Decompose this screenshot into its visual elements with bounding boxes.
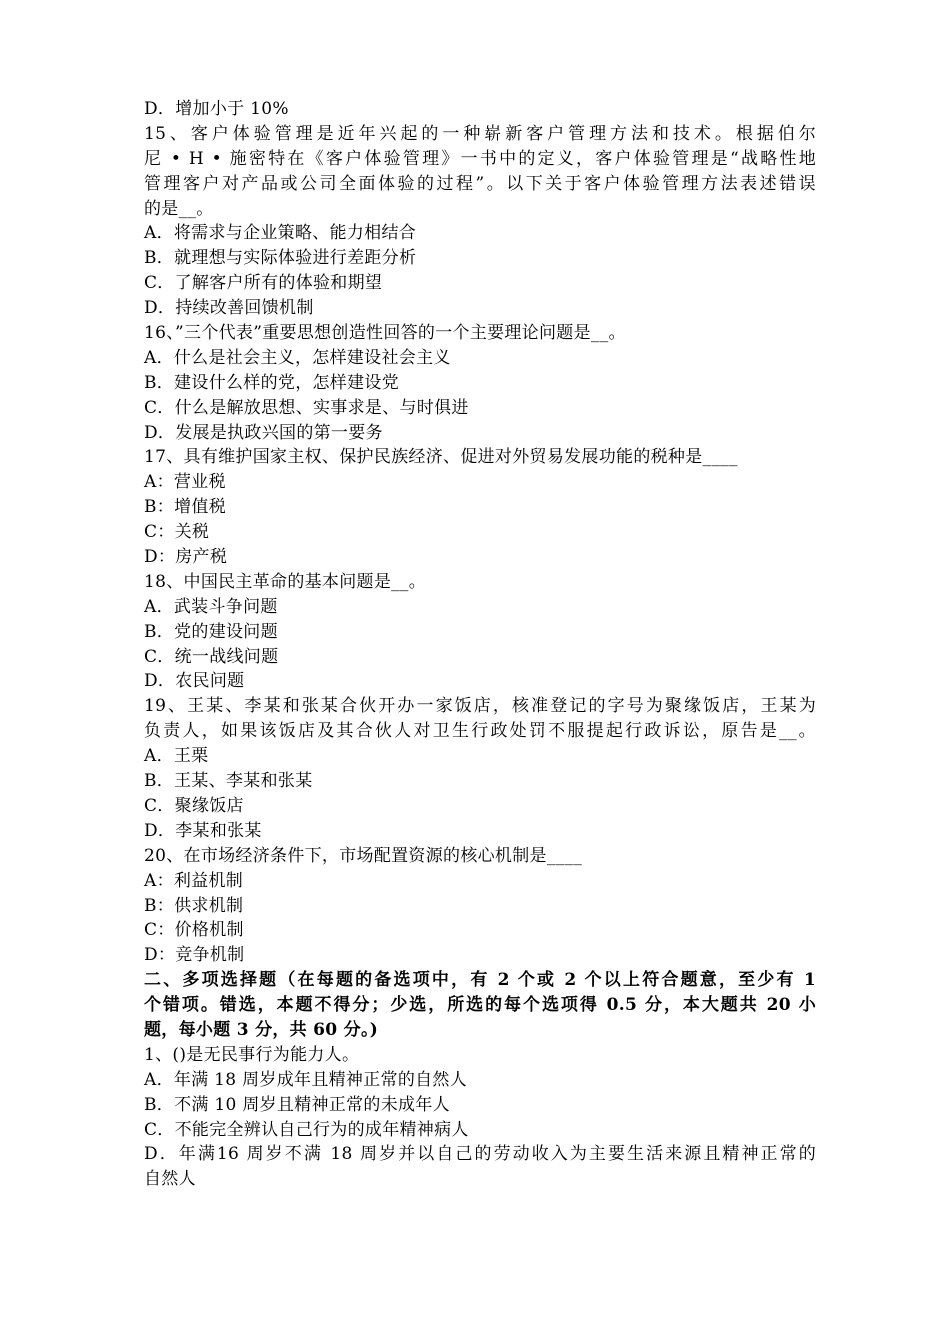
text-line: 二、多项选择题（在每题的备选项中，有 2 个或 2 个以上符合题意，至少有 1 <box>144 970 816 991</box>
text-line: B：增值税 <box>144 497 226 518</box>
text-line: D．增加小于 10% <box>144 99 289 119</box>
text-line: A．将需求与企业策略、能力相结合 <box>144 223 417 244</box>
text-line: A．年满 18 周岁成年且精神正常的自然人 <box>144 1069 468 1090</box>
text-line: D．农民问题 <box>144 671 245 692</box>
text-line: C．聚缘饭店 <box>144 795 244 816</box>
text-line: 20、在市场经济条件下，市场配置资源的核心机制是____ <box>144 845 583 866</box>
document-page <box>144 97 816 1192</box>
text-line: 自然人 <box>144 1169 196 1190</box>
text-line: D：竞争机制 <box>144 945 245 966</box>
text-line: 17、具有维护国家主权、保护民族经济、促进对外贸易发展功能的税种是____ <box>144 447 738 468</box>
text-line: 尼 • H • 施密特在《客户体验管理》一书中的定义，客户体验管理是“战略性地 <box>144 148 816 169</box>
text-line: D．发展是执政兴国的第一要务 <box>144 422 383 443</box>
text-line: D．李某和张某 <box>144 820 262 841</box>
text-line: A：利益机制 <box>144 870 244 891</box>
text-line: C．了解客户所有的体验和期望 <box>144 273 383 294</box>
text-line: A．王栗 <box>144 746 209 767</box>
text-line: 1、()是无民事行为能力人。 <box>144 1044 360 1065</box>
text-line: A．什么是社会主义，怎样建设社会主义 <box>144 347 451 368</box>
text-line: B．王某、李某和张某 <box>144 771 313 792</box>
text-line: C．统一战线问题 <box>144 646 279 667</box>
text-line: B：供求机制 <box>144 895 244 916</box>
text-line: 19、王某、李某和张某合伙开办一家饭店，核准登记的字号为聚缘饭店，王某为 <box>144 696 816 717</box>
text-line: C．不能完全辨认自己行为的成年精神病人 <box>144 1119 469 1140</box>
text-line: D：房产税 <box>144 547 228 568</box>
text-line: C：价格机制 <box>144 920 244 941</box>
text-line: C．什么是解放思想、实事求是、与时俱进 <box>144 397 469 418</box>
text-line: C：关税 <box>144 522 210 543</box>
text-line: B．建设什么样的党，怎样建设党 <box>144 372 399 393</box>
text-line: A．武装斗争问题 <box>144 596 278 617</box>
text-line: 题，每小题 3 分，共 60 分。) <box>144 1019 379 1040</box>
text-line: D．年满16 周岁不满 18 周岁并以自己的劳动收入为主要生活来源且精神正常的 <box>144 1144 816 1165</box>
text-line: A：营业税 <box>144 472 226 493</box>
text-line: 管理客户对产品或公司全面体验的过程”。以下关于客户体验管理方法表述错误 <box>144 173 816 194</box>
text-line: 负责人，如果该饭店及其合伙人对卫生行政处罚不服提起行政诉讼，原告是__。 <box>144 721 816 742</box>
text-line: 16、”三个代表”重要思想创造性回答的一个主要理论问题是__。 <box>144 323 626 344</box>
text-line: B．党的建设问题 <box>144 621 278 642</box>
text-line: D．持续改善回馈机制 <box>144 298 314 319</box>
text-line: 18、中国民主革命的基本问题是__。 <box>144 571 427 592</box>
text-line: B．就理想与实际体验进行差距分析 <box>144 248 417 269</box>
text-line: 的是__。 <box>144 198 214 219</box>
text-line: 个错项。错选，本题不得分；少选，所选的每个选项得 0.5 分，本大题共 20 小 <box>144 995 816 1016</box>
text-line: B．不满 10 周岁且精神正常的未成年人 <box>144 1094 450 1115</box>
text-line: 15、客户体验管理是近年兴起的一种崭新客户管理方法和技术。根据伯尔 <box>144 123 816 144</box>
